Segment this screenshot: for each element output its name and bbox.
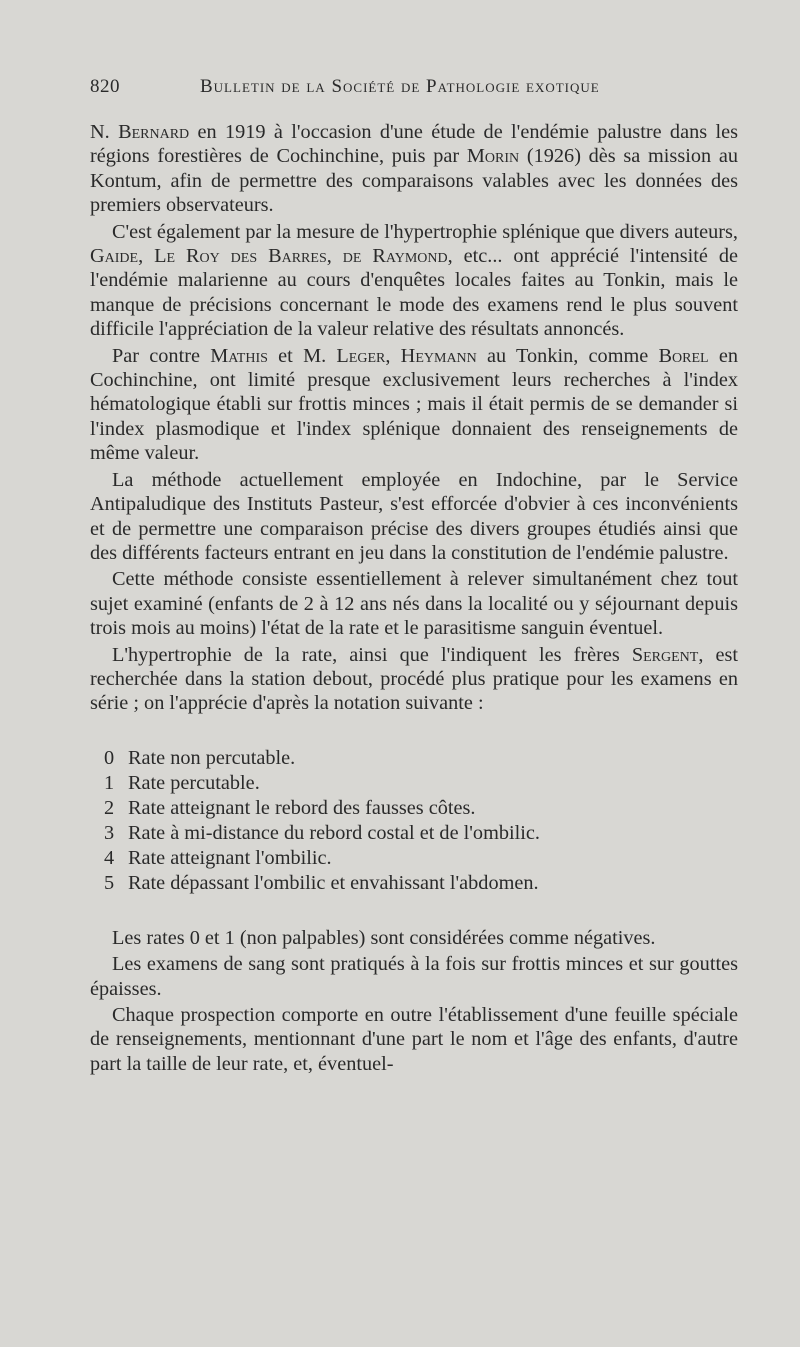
page-number: 820 (90, 76, 120, 97)
list-text: Rate atteignant le rebord des fausses côtes. (128, 796, 476, 819)
text-run: La méthode actuellement employée en Indochine, par le Service Antipaludique des Instituts Pasteur, s'est efforcée d'obvier à ces inconvénients et de permettre une comparaison précise des divers groupes étudiés ainsi que des différents facteurs entrant en jeu dans la constitution de l'endémie palustre. (90, 468, 738, 564)
list-text: Rate percutable. (128, 771, 260, 794)
spleen-notation-list (90, 746, 738, 896)
text-run: , etc... ont apprécié l'intensité de l'endémie malarienne au cours d'enquêtes locales faites au Tonkin, mais le manque de précisions concernant le mode des examens rend le plus souvent difficile l'appréciation de la valeur relative des résultats annoncés. (90, 245, 739, 341)
text-run: en 1919 à l'occasion d'une étude de l'endémie palustre dans les régions forestières de Cochinchine, puis par (90, 121, 738, 168)
list-item (90, 746, 738, 771)
list-number: 0 (104, 746, 115, 769)
text-run: Par contre (112, 344, 211, 367)
text-run: L'hypertrophie de la rate, ainsi que l'indiquent les frères (112, 643, 632, 666)
list-item (90, 796, 738, 821)
list-text: Rate dépassant l'ombilic et envahissant l'abdomen. (128, 871, 539, 894)
paragraph (90, 468, 738, 566)
paragraphs-after-list (90, 926, 738, 1076)
list-item (90, 846, 738, 871)
list-text: Rate non percutable. (128, 746, 296, 769)
text-run: Chaque prospection comporte en outre l'établissement d'une feuille spéciale de renseignements, mentionnant d'une part le nom et l'âge des enfants, d'autre part la taille de leur rate, et, éventuel- (90, 1003, 738, 1075)
list-number: 5 (104, 871, 115, 894)
author-name: Gaide, Le Roy des Barres, de Raymond (90, 245, 448, 268)
text-run: et M. (267, 344, 337, 367)
author-name: Mathis (210, 344, 268, 367)
author-name: Morin (466, 145, 520, 168)
text-run: Cette méthode consiste essentiellement à relever simultanément chez tout sujet examiné (enfants de 2 à 12 ans nés dans la localité ou y séjournant depuis trois mois au moins) l'état de la rate et le parasitisme sanguin éventuel. (90, 568, 738, 640)
paragraph (90, 120, 738, 218)
paragraph (90, 220, 738, 342)
list-number: 4 (104, 846, 115, 869)
text-run: Les examens de sang sont pratiqués à la fois sur frottis minces et sur gouttes épaisses. (90, 953, 738, 1000)
paragraph (90, 1003, 738, 1076)
list-number: 2 (104, 796, 115, 819)
list-number: 1 (104, 771, 115, 794)
author-name: N. Bernard (90, 121, 190, 143)
text-run: en Cochinchine, ont limité presque exclusivement leurs recherches à l'index hématologique établi sur frottis minces ; mais il était permis de se demander si l'index plasmodique et l'index splénique donnaient des renseignements de même valeur. (90, 344, 739, 465)
paragraph (90, 952, 738, 1001)
text-run: , est recherchée dans la station debout, procédé plus pratique pour les examens en série ; on l'apprécie d'après la notation suivante : (90, 643, 739, 715)
text-run: C'est également par la mesure de l'hypertrophie splénique que divers auteurs, (112, 220, 738, 243)
list-text: Rate à mi-distance du rebord costal et de l'ombilic. (128, 821, 540, 844)
author-name: Sergent (631, 643, 699, 666)
paragraph (90, 926, 738, 950)
author-name: Leger, Heymann (336, 344, 477, 367)
text-run: (1926) dès sa mission au Kontum, afin de permettre des comparaisons valables avec les données des premiers observateurs. (90, 145, 738, 217)
paragraphs-before-list (90, 120, 738, 716)
author-name: Borel (658, 344, 709, 367)
list-number: 3 (104, 821, 115, 844)
list-item (90, 771, 738, 796)
list-item (90, 821, 738, 846)
paragraph (90, 344, 738, 466)
paragraph (90, 567, 738, 640)
text-run: au Tonkin, comme (476, 344, 659, 367)
list-text: Rate atteignant l'ombilic. (128, 846, 332, 869)
running-title: Bulletin de la Société de Pathologie exotique (200, 76, 600, 97)
list-item (90, 871, 738, 896)
text-run: Les rates 0 et 1 (non palpables) sont considérées comme négatives. (112, 926, 656, 949)
body-text (90, 120, 738, 1076)
paragraph (90, 643, 738, 716)
